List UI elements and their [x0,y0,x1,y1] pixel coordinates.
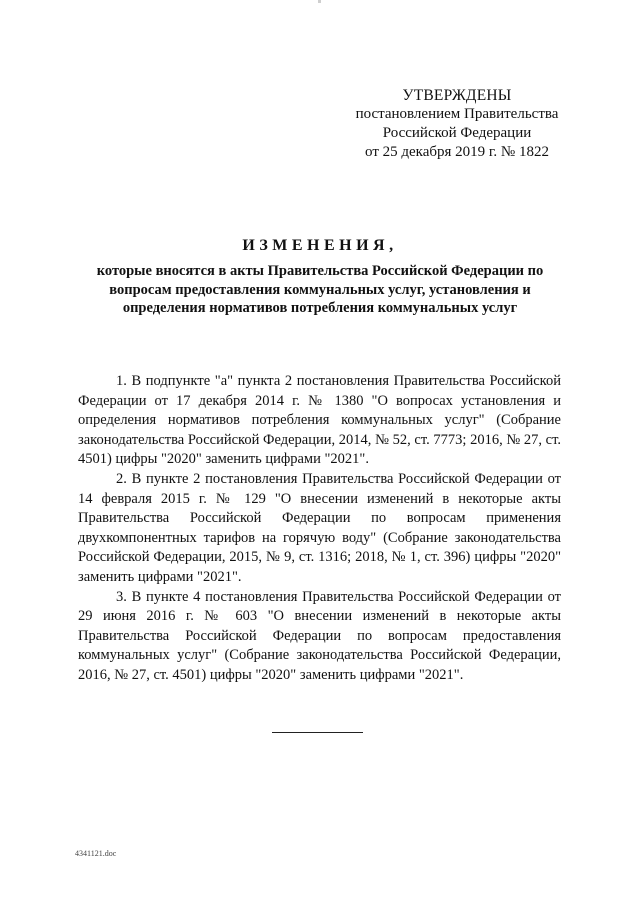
document-subtitle: которые вносятся в акты Правительства Российской Федерации по вопросам предоставления коммунальных услуг, установления и определения нормативов потребления коммунальных услуг [96,263,544,316]
paragraph-1: 1. В подпункте "а" пункта 2 постановления Правительства Российской Федерации от 17 декабря 2014 г. № 1380 "О вопросах установления и определения нормативов потребления коммунальных услуг" (Собрание законодательства Российской Федерации, 2014, № 52, ст. 7773; 2016, № 27, ст. 4501) цифры "2020" заменить цифрами "2021". [78,373,561,468]
end-separator-line [272,732,363,733]
approval-stamp [342,86,572,162]
paragraph-2: 2. В пункте 2 постановления Правительства Российской Федерации от 14 февраля 2015 г. № 129 "О внесении изменений в некоторые акты Правительства Российской Федерации по вопросам применения двухкомпонентных тарифов на горячую воду" (Собрание законодательства Российской Федерации, 2015, № 9, ст. 1316; 2018, № 1, ст. 396) цифры "2020" заменить цифрами "2021". [78,470,561,585]
approval-line-1: постановлением Правительства [355,106,559,122]
footer-filename: 4341121.doc [75,849,117,858]
page-top-mark [318,0,321,3]
document-body [78,372,561,686]
paragraph-3: 3. В пункте 4 постановления Правительства Российской Федерации от 29 июня 2016 г. № 603 "О внесении изменений в некоторые акты Правительства Российской Федерации по вопросам предоставления коммунальных услуг" (Собрание законодательства Российской Федерации, 2016, № 27, ст. 4501) цифры "2020" заменить цифрами "2021". [78,588,561,683]
document-title-block [80,236,560,318]
document-title: ИЗМЕНЕНИЯ, [242,237,398,254]
approval-heading: УТВЕРЖДЕНЫ [402,87,512,104]
approval-line-3: от 25 декабря 2019 г. № 1822 [365,144,549,160]
approval-line-2: Российской Федерации [382,125,532,141]
